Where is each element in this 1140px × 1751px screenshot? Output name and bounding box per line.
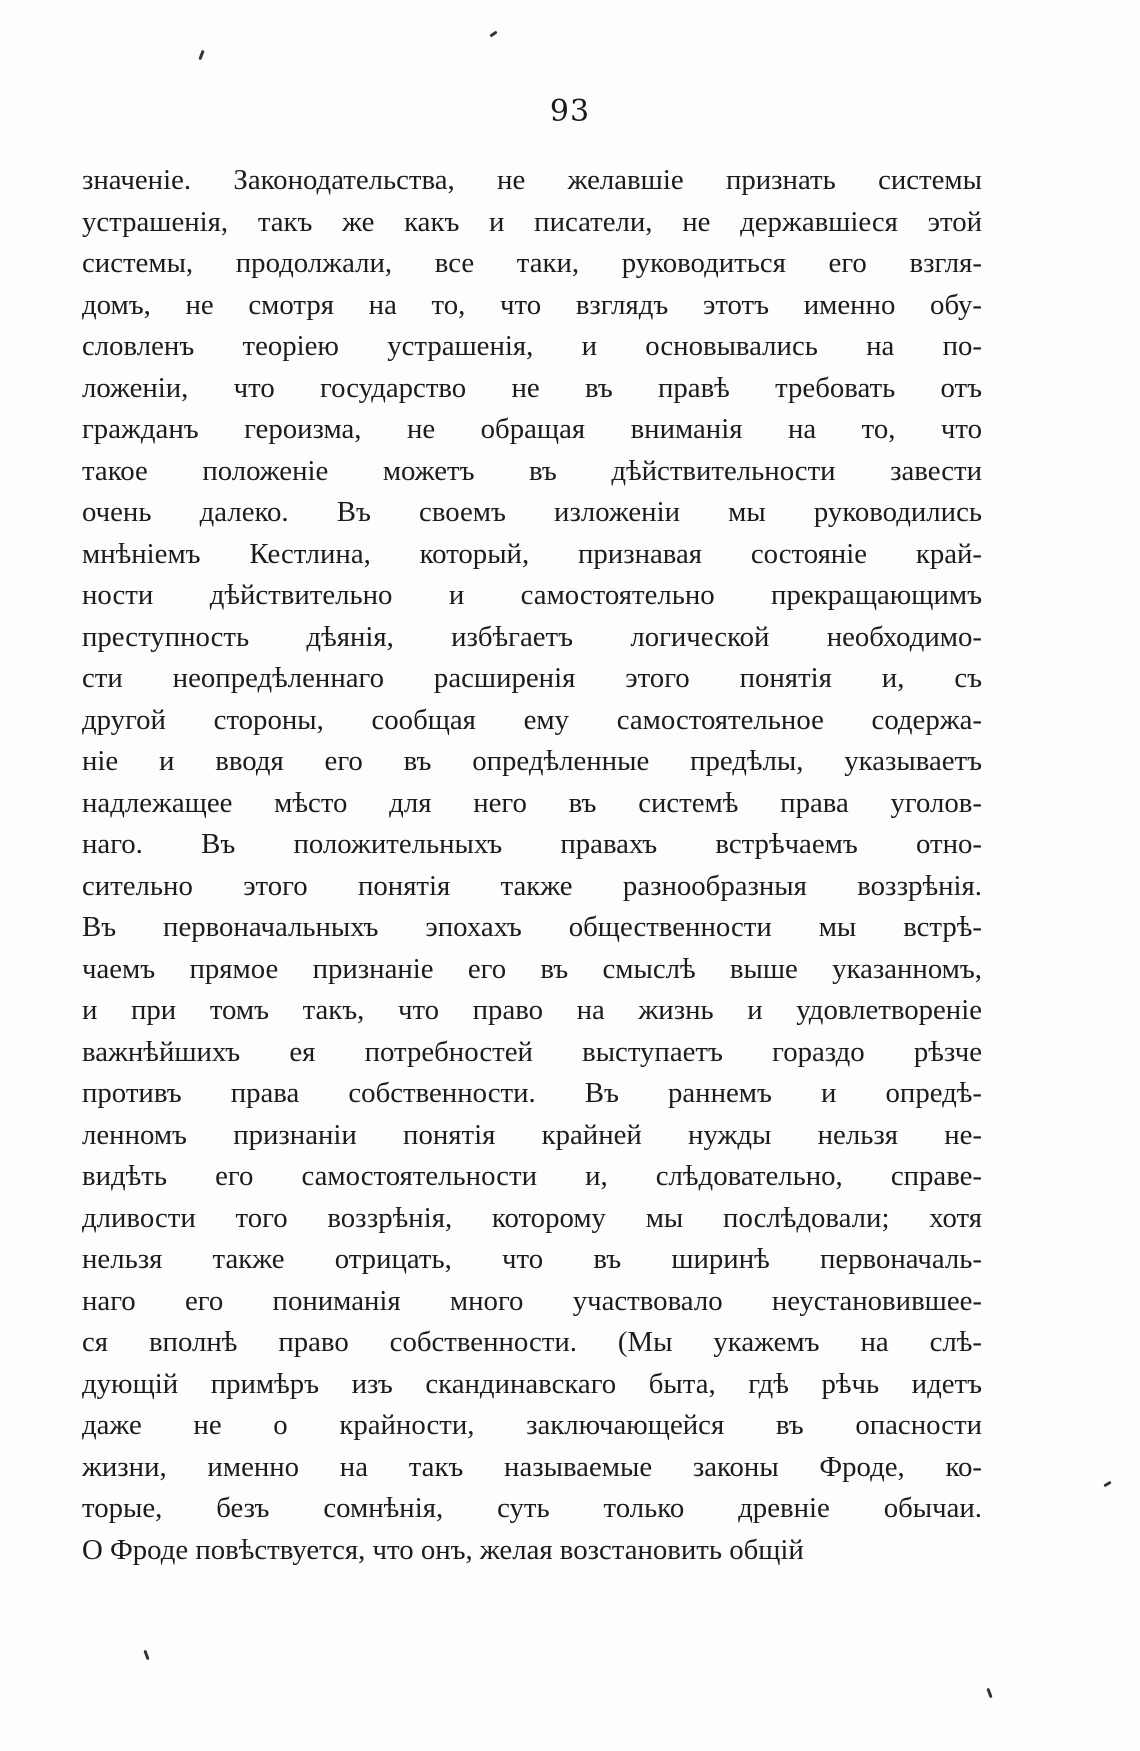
text-line: сти неопредѣленнаго расширенія этого понятія и, съ (82, 662, 982, 694)
scan-speck (143, 1650, 149, 1660)
text-line: дующій примѣръ изъ скандинавскаго быта, гдѣ рѣчь идетъ (82, 1367, 982, 1400)
text-line: домъ, не смотря на то, что взглядъ этотъ именно обу- (82, 288, 982, 321)
text-line: другой стороны, сообщая ему самостоятельное содержа- (82, 703, 982, 736)
text-line: даже не о крайности, заключающейся въ опасности (82, 1409, 982, 1441)
text-line: ложеніи, что государство не въ правѣ требовать отъ (82, 371, 982, 404)
scan-speck (1103, 1481, 1111, 1488)
text-line: нельзя также отрицать, что въ ширинѣ первоначаль- (82, 1243, 982, 1275)
text-line: ленномъ признаніи понятія крайней нужды нельзя не- (82, 1118, 982, 1151)
text-line: ности дѣйствительно и самостоятельно прекращающимъ (82, 579, 982, 611)
text-line: чаемъ прямое признаніе его въ смыслѣ выше указанномъ, (82, 952, 982, 985)
text-line: словленъ теоріею устрашенія, и основывались на по- (82, 330, 982, 362)
text-line: мнѣніемъ Кестлина, который, признавая состояніе край- (82, 537, 982, 570)
text-line: видѣть его самостоятельности и, слѣдовательно, справе- (82, 1160, 982, 1192)
text-line: наго его пониманія много участвовало неустановившее- (82, 1284, 982, 1317)
scan-speck (986, 1688, 992, 1698)
text-line: наго. Въ положительныхъ правахъ встрѣчаемъ отно- (82, 828, 982, 860)
text-line: такое положеніе можетъ въ дѣйствительности завести (82, 454, 982, 487)
text-line: очень далеко. Въ своемъ изложеніи мы руководились (82, 496, 982, 528)
text-line: ся вполнѣ право собственности. (Мы укажемъ на слѣ- (82, 1326, 982, 1358)
text-line: гражданъ героизма, не обращая вниманія на то, что (82, 413, 982, 445)
text-line: преступность дѣянія, избѣгаетъ логической необходимо- (82, 620, 982, 653)
text-line: и при томъ такъ, что право на жизнь и удовлетвореніе (82, 994, 982, 1026)
page-number: 93 (549, 94, 591, 129)
text-line: важнѣйшихъ ея потребностей выступаетъ гораздо рѣзче (82, 1035, 982, 1068)
text-line: Въ первоначальныхъ эпохахъ общественности мы встрѣ- (82, 911, 982, 943)
text-line: системы, продолжали, все таки, руководиться его взгля- (82, 247, 982, 279)
body-text (82, 160, 982, 1571)
text-line: противъ права собственности. Въ раннемъ и опредѣ- (82, 1077, 982, 1109)
text-line: ніе и вводя его въ опредѣленные предѣлы, указываетъ (82, 745, 982, 777)
text-line: О Фроде повѣствуется, что онъ, желая возстановить общій (82, 1533, 804, 1566)
text-line: торые, безъ сомнѣнія, суть только древніе обычаи. (82, 1492, 982, 1524)
text-line: надлежащее мѣсто для него въ системѣ права уголов- (82, 786, 982, 819)
scan-speck (489, 30, 497, 37)
text-line: сительно этого понятія также разнообразныя воззрѣнія. (82, 869, 982, 902)
text-line: значеніе. Законодательства, не желавшіе признать системы (82, 164, 982, 196)
text-line: дливости того воззрѣнія, которому мы послѣдовали; хотя (82, 1201, 982, 1234)
text-line: жизни, именно на такъ называемые законы Фроде, ко- (82, 1450, 982, 1483)
scan-speck (198, 50, 204, 60)
text-line: устрашенія, такъ же какъ и писатели, не державшіеся этой (82, 205, 982, 238)
